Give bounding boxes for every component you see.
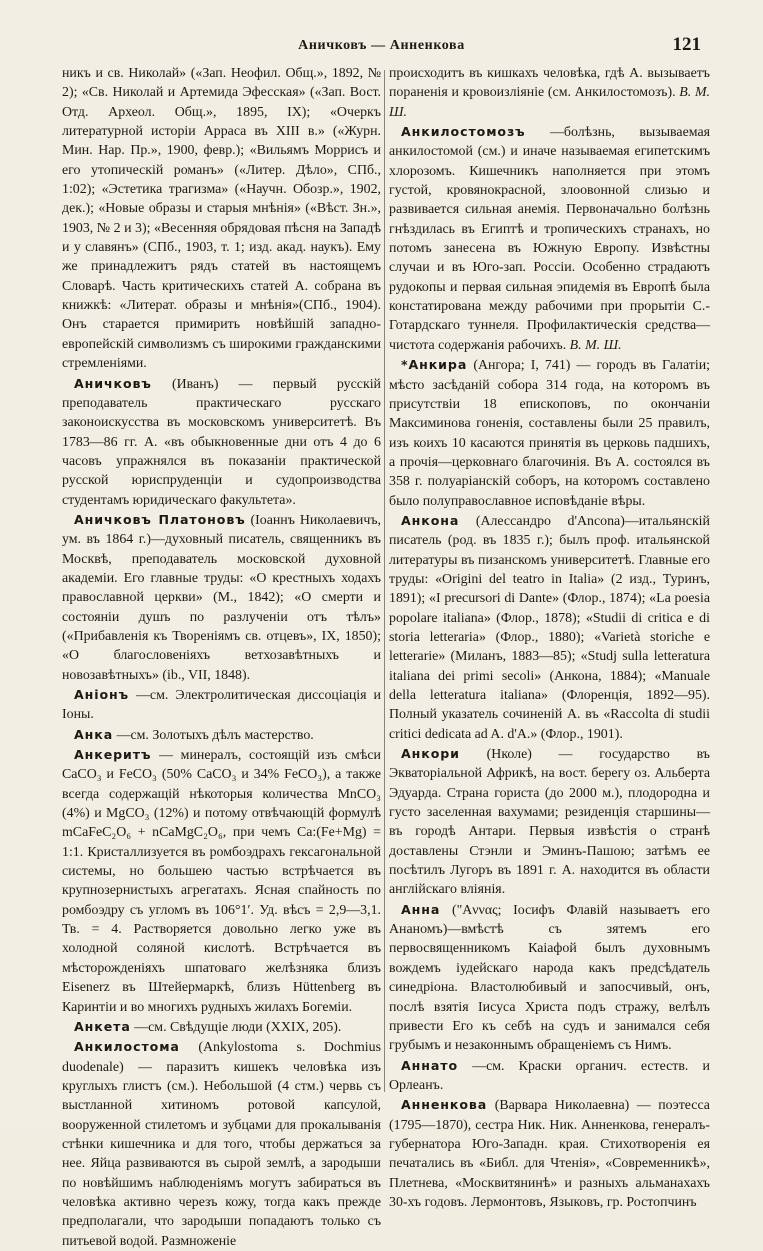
entry-text: — минералъ, состоящій изъ смѣси CaCO₃ и FeCO₃ (50% CaCO₃ и 34% FeCO₃), а также всегда содержащій нѣкоторыя количества MnCO₃ (4%) и MgCO₃ (12%) и потому отвѣчающій формулѣ mCaFeC₂O₆ + nCaMgC₂O₆, при чемъ Ca:(Fe+Mg) = 1:1. Кристаллизуется въ ромбоэдрахъ гексагональной системы, но большею частью встрѣчается въ крупнозернистыхъ агрегатахъ. Ясная спайность по ромбоэдру съ угломъ въ 106°1′. Уд. вѣсъ = 2,9—3,1. Тв. = 4. Растворяется довольно легко уже въ холодной соляной кислотѣ. Встрѣчается въ мѣсторожденіяхъ шпатоваго желѣзняка близъ Eisenerz въ Штейермаркѣ, близъ Hüttenberg въ Каринтіи и во многихъ рудныхъ жилахъ Богеміи.	[62, 748, 381, 1015]
entry-text: —см. Электролитическая диссоціація и Іоны.	[62, 688, 381, 723]
dictionary-entry	[62, 510, 381, 685]
dictionary-entry	[389, 511, 710, 744]
entry-text: —см. Краски органич. естеств. и Орлеанъ.	[389, 1058, 710, 1093]
dictionary-entry	[62, 1017, 381, 1037]
entry-headword: Аничковъ	[74, 375, 152, 391]
author-signature: В. М. Ш.	[569, 337, 622, 353]
entry-text: (Варвара Николаевна) — поэтесса (1795—1870), сестра Ник. Ник. Анненкова, генералъ-губернатора Юго-Западн. края. Стихотворенія ея печатались въ «Библ. для Чтенія», «Современникѣ», Плетнева, «Москвитянинѣ» и разныхъ альманахахъ 30-хъ годовъ. Лермонтовъ, Языковъ, гр. Ростопчинъ	[389, 1098, 710, 1210]
entry-text: —болѣзнь, вызываемая анкилостомой (см.) и иначе называемая египетскимъ хлорозомъ. Кишечникъ наполняется при этомъ густой, кровянокрасной, злоовонной слизью и развивается сильная анемія. Первоначально болѣзнь гнѣздилась въ Египтѣ и тропическихъ странахъ, но потомъ занесена въ Южную Европу. Извѣстны случаи и въ Юго-зап. Россіи. Особенно страдаютъ рудокопы и первая сильная эпидемія въ Европѣ была констатирована между рабочими при прорытіи С.-Готардскаго туннеля. Профилактическія средства—чистота содержанія рабочихъ.	[389, 125, 710, 353]
right-column	[389, 64, 711, 1210]
running-title: Аничковъ — Анненкова	[298, 38, 465, 53]
entry-text: (Ангора; I, 741) — городъ въ Галатіи; мѣсто засѣданій собора 314 года, на которомъ въ присутствіи 18 епископовъ, по окончаніи Максиминова гоненія, составлены были 25 правилъ, изъ коихъ 10 касаются принятія въ церковь падшихъ, а прочія—церковнаго благочинія. Въ А. состоялся въ 358 г. полуаріанскій соборъ, на которомъ составлено было полуправославное исповѣданіе вѣры.	[389, 358, 710, 509]
entry-text: —см. Свѣдущіе люди (XXIX, 205).	[134, 1019, 342, 1035]
dictionary-entry	[62, 745, 381, 1017]
dictionary-entry	[389, 355, 710, 511]
entry-headword: Анкета	[74, 1018, 131, 1034]
dictionary-entry	[62, 374, 381, 510]
entry-headword: Анкона	[401, 512, 460, 528]
entry-text: происходитъ въ кишкахъ человѣка, гдѣ А. вызываетъ пораненія и кровоизліяніе (см. Анкилостомозъ).	[389, 66, 710, 101]
entry-text: (Иванъ) — первый русскій преподаватель практическаго русскаго законоискусства въ московскомъ университетѣ. Въ 1783—86 гг. А. «въ обыкновенные дни отъ 4 до 6 часовъ упражнялся въ показаніи практической русской юриспруденціи и судопроизводства студентамъ юридическаго факультета».	[62, 376, 381, 508]
entry-continuation	[62, 64, 381, 374]
entry-text: никъ и св. Николай» («Зап. Неофил. Общ.», 1892, № 2); «Св. Николай и Артемида Эфесская» («Зап. Вост. Отд. Археол. Общ.», 1895, IX); «Очеркъ литературной исторіи Арраса въ XIII в.» («Журн. Мин. Нар. Пр.», 1900, февр.); «Вильямъ Моррисъ и его утопическій романъ» («Литер. Дѣло», СПб., 1:02); «Эстетика трагизма» («Научн. Обозр.», 1902, дек.); «Новые образы и старыя мнѣнія» («Вѣст. Зн.», 1903, № 2 и 3); «Весенняя обрядовая пѣсня на Западѣ и у славянъ» (СПб., 1903, т. 1; изд. акад. наукъ). Ему же принадлежитъ рядъ статей въ настоящемъ Словарѣ. Часть критическихъ статей А. собрана въ книжкѣ: «Литерат. образы и мнѣнія»(СПб., 1904). Онъ старается примирить новѣйшій западно-европейскій символизмъ съ широкими гражданскими стремленіями.	[62, 66, 381, 372]
entry-headword: Аннато	[401, 1057, 458, 1073]
author-signature: В. М. Ш.	[389, 85, 710, 120]
column-divider	[384, 70, 385, 1092]
entry-headword: Анка	[74, 726, 114, 742]
page-number: 121	[672, 34, 701, 55]
running-head	[0, 34, 763, 58]
entry-text: (Нколе) — государство въ Экваторіальной Африкѣ, на вост. берегу оз. Альберта Эдуарда. Страна гориста (до 2000 м.), плодородна и густо заселенная вахумами; резиденція старшины—въ городѣ Антари. Первыя извѣстія о странѣ доставлены Стэнли и Эминъ-Пашою; затѣмъ ее посѣтилъ Лугоръ въ 1891 г. А. находится въ области англійскаго вліянія.	[389, 747, 710, 898]
entry-headword: Анненкова	[401, 1097, 488, 1113]
dictionary-entry	[389, 1056, 710, 1096]
dictionary-entry	[62, 1037, 381, 1251]
entry-headword: *Анкира	[401, 357, 468, 373]
dictionary-entry	[62, 685, 381, 725]
entry-text: ("Аννας; Іосифъ Флавій называетъ его Ананомъ)—вмѣстѣ съ зятемъ его первосвященникомъ Каіафой былъ духовнымъ вождемъ іудейскаго народа какъ предсѣдатель синедріона. Властолюбивый и запосчивый, онъ, послѣ взятія Іисуса Христа подъ стражу, велѣлъ привести Его къ себѣ на судъ и занимался себя грубымъ и незаконнымъ обращеніемъ съ Нимъ.	[389, 902, 711, 1054]
dictionary-entry	[389, 900, 710, 1056]
entry-headword: Анна	[401, 901, 441, 917]
entry-headword: Анкилостомозъ	[401, 124, 526, 140]
left-column	[62, 64, 381, 1249]
dictionary-entry	[389, 122, 710, 355]
entry-headword: Анкеритъ	[74, 747, 152, 763]
entry-text: (Алессандро d'Ancona)—итальянскій писатель (род. въ 1835 г.); былъ проф. итальянской литературы въ пизанскомъ университетѣ. Главные его труды: «Origini del teatro in Italia» (2 изд., Туринъ, 1891); «I precursori di Dante» (Флор., 1874); «La poesia popolare italiana» (Флор., 1878); «Studii di critica e di storia letteraria» (Флор., 1880); «Varietà storiche e letterarie» (Миланъ, 1883—85); «Studj sulla letteratura italiana dei primi secoli» (Анкона, 1884); «Manuale della letteratura italiana» (Флоренція, 1892—95). Полный указатель сочиненій А. въ «Raccolta di studii critici dedicata ad A. d'A.» (Флор., 1901).	[389, 513, 710, 742]
entry-headword: Аніонъ	[74, 687, 129, 702]
dictionary-entry	[389, 744, 710, 900]
entry-headword: Аничковъ Платоновъ	[74, 511, 246, 527]
entry-text: —см. Золотыхъ дѣлъ мастерство.	[116, 727, 314, 743]
entry-continuation	[389, 64, 710, 122]
entry-headword: Анкори	[401, 746, 460, 762]
entry-text: (Іоаннъ Николаевичъ, ум. въ 1864 г.)—духовный писатель, священникъ въ Москвѣ, преподаватель московской духовной академіи. Его главные труды: «О крестныхъ ходахъ православной церкви» (М., 1842); «О смерти и состояніи душъ по разлученіи отъ тѣлъ» («Прибавленія къ Твореніямъ св. отцевъ», IX, 1850); «О благословеніяхъ ветхозавѣтныхъ и новозавѣтныхъ» (ib., VII, 1848).	[62, 512, 381, 683]
entry-headword: Анкилостома	[74, 1039, 180, 1055]
dictionary-entry	[62, 725, 381, 745]
entry-text: (Ankylostoma s. Dochmius duodenale) — паразитъ кишекъ человѣка изъ круглыхъ глистъ (см.). Небольшой (4 стм.) червь съ выстланной хитиномъ ротовой капсулой, вооруженной стилетомъ и зубцами для прокалыванія стѣнки кишечника и для того, чтобы держаться за нее. Яйца развиваются въ сырой землѣ, а зародыши по новѣйшимъ наблюденіямъ могутъ забираться въ человѣка активно черезъ кожу, тогда какъ прежде предполагали, что зародыши попадаютъ только съ питьевой водой. Размноженіе	[62, 1040, 381, 1249]
dictionary-entry	[389, 1095, 710, 1212]
